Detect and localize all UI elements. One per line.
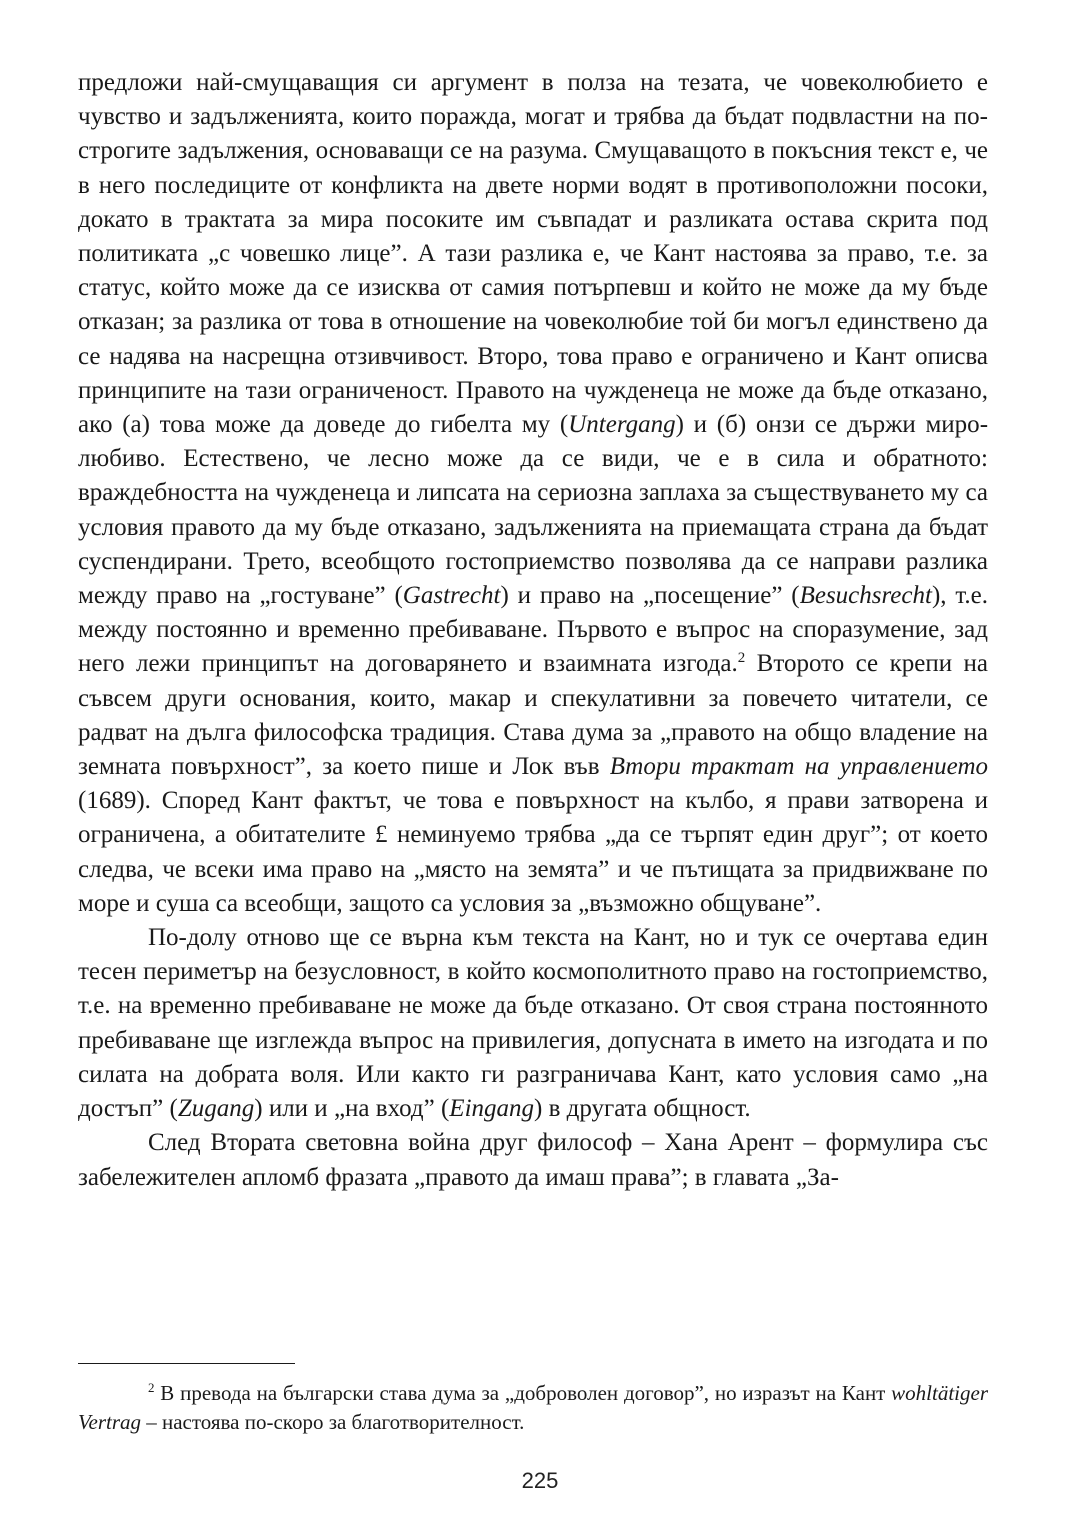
italic-term: wohltätiger Vertrag	[78, 1381, 988, 1434]
italic-term: Gastrecht	[402, 582, 501, 610]
footnote-text: – настоява по-скоро за благотворителност.	[141, 1410, 525, 1434]
footnote-text: В превода на български става дума за „доброволен договор”, но изразът на Кант	[154, 1381, 892, 1405]
italic-book-title: Втори трактат на управлението	[609, 753, 989, 781]
paragraph-2	[78, 921, 988, 1126]
paragraph-3	[78, 1126, 988, 1194]
page-body	[78, 66, 988, 1195]
text-run: ) и право на „посещение” (	[500, 582, 800, 610]
footnote-marker: 2	[148, 1380, 155, 1395]
italic-term: Eingang	[449, 1095, 535, 1123]
footnote-reference[interactable]: 2	[737, 650, 746, 667]
paragraph-1	[78, 66, 988, 921]
text-run: предложи най-смущаващия си аргумент в полза на тезата, че човеколюбието е чувство и задълженията, които поражда, могат и трябва да бъдат подвластни на по-строгите задължения, основаващи се на разума. Смущаващото в покъсния текст е, че в него последиците от конфликта на двете норми водят в противоположни посоки, докато в трактата за мира посоките им съвпадат и разликата остава скрита под политиката „с човешко лице”. А тази разлика е, че Кант настоява за право, т.е. за статус, който може да се изисква от самия потърпевш и който не може да му бъде отказан; за разлика от това в отношение на човеколюбие той би могъл единствено да се надява на насрещна отзивчивост. Второ, това право е ограничено и Кант описва принципите на тази ограниченост. Правото на чужденеца не може да бъде отказано, ако (а) това може да доведе до гибелта му (	[78, 69, 988, 439]
footnote-2	[78, 1379, 988, 1437]
italic-term: Untergang	[568, 411, 676, 439]
page-number: 225	[521, 1468, 559, 1493]
text-run: ), т.е. между постоянно и временно пребивaване. Първото е въпрос на споразумение, зад него лежи принципът на договарянето и взаимната изгода.	[78, 582, 988, 678]
text-run: ) в другата общност.	[534, 1095, 751, 1123]
italic-term: Zugang	[177, 1095, 255, 1123]
footnote-divider	[78, 1363, 295, 1364]
text-run: След Втората световна война друг философ – Хана Арент – формулира със забележителен апломб фразата „правото да имаш права”; в главата „За-	[78, 1129, 988, 1191]
text-run: ) и (б) онзи се държи миролюбиво. Естествено, че лесно може да се види, че е в сила и обратното: враждебността на чужденеца и липсата на сериозна заплаха за съществуването му са условия правото да му бъде отказано, задълженията на приемащата страна да бъдат суспендирани. Трето, всеобщото гостоприемство позволява да се направи разлика между право на „гостуване” (	[78, 411, 989, 610]
text-run: ) или и „на вход” (	[254, 1095, 450, 1123]
text-run: (1689). Според Кант фактът, че това е повърхност на кълбо, я прави затворена и ограничена, а обитателите £ неминуемо трябва „да се търпят един друг”; от което следва, че всеки има право на „място на земята” и че пътищата за придвижване по море и суша са всеобщи, защото са условия за „възможно общуване”.	[78, 787, 988, 917]
italic-term: Besuchsrecht	[799, 582, 932, 610]
text-run: Второто се крепи на съвсем други основания, които, макар и спекулативни за повечето читатели, се радват на дълга философска традиция. Става дума за „правото на общо владение на земната повърхност”, за което пише и Лок във	[78, 650, 988, 781]
text-run: По-долу отново ще се върна към текста на Кант, но и тук се очертава един тесен периметър на безусловност, в който космополитното право на гостоприемство, т.е. на временно пребиваване не може да бъде отказано. От своя страна постоянното пребиваване ще изглежда въпрос на привилегия, допусната в името на изгодата и по силата на добрата воля. Или както ги разграничава Кант, като условия само „на достъп” (	[78, 924, 988, 1123]
